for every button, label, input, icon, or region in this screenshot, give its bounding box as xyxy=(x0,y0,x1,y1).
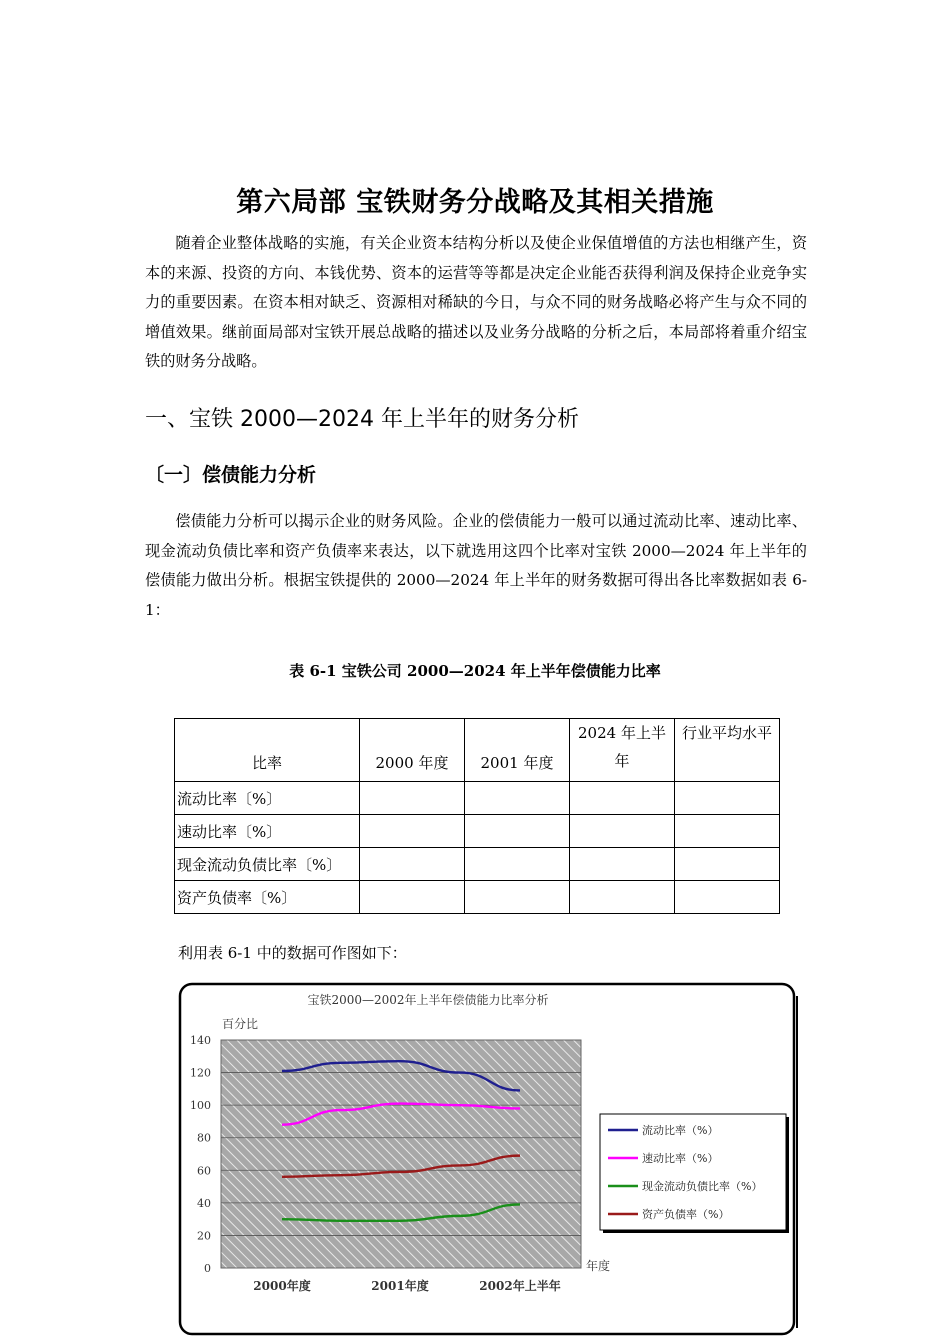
table-row xyxy=(175,782,780,815)
table-cell xyxy=(675,881,780,914)
plot-area xyxy=(221,1040,581,1268)
legend-label: 速动比率（%） xyxy=(642,1152,719,1165)
legend-label: 资产负债率（%） xyxy=(642,1208,730,1221)
table-caption: 表 6-1 宝铁公司 2000—2024 年上半年偿债能力比率 xyxy=(289,662,661,680)
table-cell xyxy=(570,881,675,914)
x-tick-label: 2000年度 xyxy=(253,1279,311,1293)
section-heading-1: 一、宝铁 2000—2024 年上半年的财务分析 xyxy=(145,407,579,432)
table-row xyxy=(175,848,780,881)
legend-label: 流动比率（%） xyxy=(642,1124,719,1137)
chart-frame xyxy=(178,982,798,1338)
row-label: 资产负债率〔%〕 xyxy=(175,881,360,914)
table-header-cell: 2024 年上半年 xyxy=(570,719,675,782)
table-cell xyxy=(465,881,570,914)
subsection-heading-1: 〔一〕偿债能力分析 xyxy=(145,464,317,486)
table-cell xyxy=(675,782,780,815)
table-row xyxy=(175,881,780,914)
y-tick-label: 60 xyxy=(197,1164,211,1178)
table-cell xyxy=(675,815,780,848)
table-row xyxy=(175,815,780,848)
y-axis-label: 百分比 xyxy=(222,1017,259,1031)
intro-paragraph: 随着企业整体战略的实施，有关企业资本结构分析以及使企业保值增值的方法也相继产生，资本的来源、投资的方向、本钱优势、资本的运营等等都是决定企业能否获得利润及保持企业竞争实力的重要因素。在资本相对缺乏、资源相对稀缺的今日，与众不同的财务战略必将产生与众不同的增值效果。继前面局部对宝铁开展总战略的描述以及业务分战略的分析之后，本局部将着重介绍宝铁的财务分战略。 xyxy=(145,234,807,371)
table-cell xyxy=(360,881,465,914)
table-cell xyxy=(360,782,465,815)
page-title: 第六局部 宝铁财务分战略及其相关措施 xyxy=(236,187,714,218)
solvency-paragraph: 偿债能力分析可以揭示企业的财务风险。企业的偿债能力一般可以通过流动比率、速动比率、现金流动负债比率和资产负债率来表达，以下就选用这四个比率对宝铁 2000—2024 年上半年的偿债能力做出分析。根据宝铁提供的 2000—2024 年上半年的财务数据可得出各比率数据如表 6-1： xyxy=(145,512,807,619)
y-tick-label: 140 xyxy=(190,1034,211,1047)
y-tick-label: 40 xyxy=(197,1196,211,1210)
figure-intro: 利用表 6-1 中的数据可作图如下： xyxy=(178,944,407,962)
x-tick-label: 2001年度 xyxy=(371,1279,429,1293)
chart-title: 宝铁2000—2002年上半年偿债能力比率分析 xyxy=(307,993,549,1007)
table-cell xyxy=(570,815,675,848)
x-tick-label: 2002年上半年 xyxy=(479,1279,561,1293)
legend-label: 现金流动负债比率（%） xyxy=(642,1180,763,1193)
table-cell xyxy=(570,848,675,881)
table-cell xyxy=(360,815,465,848)
ratio-line-chart xyxy=(178,982,798,1338)
x-axis-label: 年度 xyxy=(586,1259,611,1273)
row-label: 现金流动负债比率〔%〕 xyxy=(175,848,360,881)
table-cell xyxy=(570,782,675,815)
row-label: 速动比率〔%〕 xyxy=(175,815,360,848)
table-cell xyxy=(465,848,570,881)
table-header-cell: 2001 年度 xyxy=(465,719,570,782)
table-cell xyxy=(465,782,570,815)
table-cell xyxy=(360,848,465,881)
table-header-cell: 2000 年度 xyxy=(360,719,465,782)
row-label: 流动比率〔%〕 xyxy=(175,782,360,815)
y-tick-label: 20 xyxy=(197,1229,211,1243)
y-tick-label: 120 xyxy=(190,1066,211,1080)
table-header-row xyxy=(175,719,780,782)
ratio-table xyxy=(174,718,780,914)
y-tick-label: 100 xyxy=(190,1099,211,1113)
table-cell xyxy=(675,848,780,881)
table-header-cell: 比率 xyxy=(175,719,360,782)
table-header-cell: 行业平均水平 xyxy=(675,719,780,782)
table-cell xyxy=(465,815,570,848)
y-tick-label: 0 xyxy=(204,1262,211,1275)
y-tick-label: 80 xyxy=(197,1131,211,1145)
